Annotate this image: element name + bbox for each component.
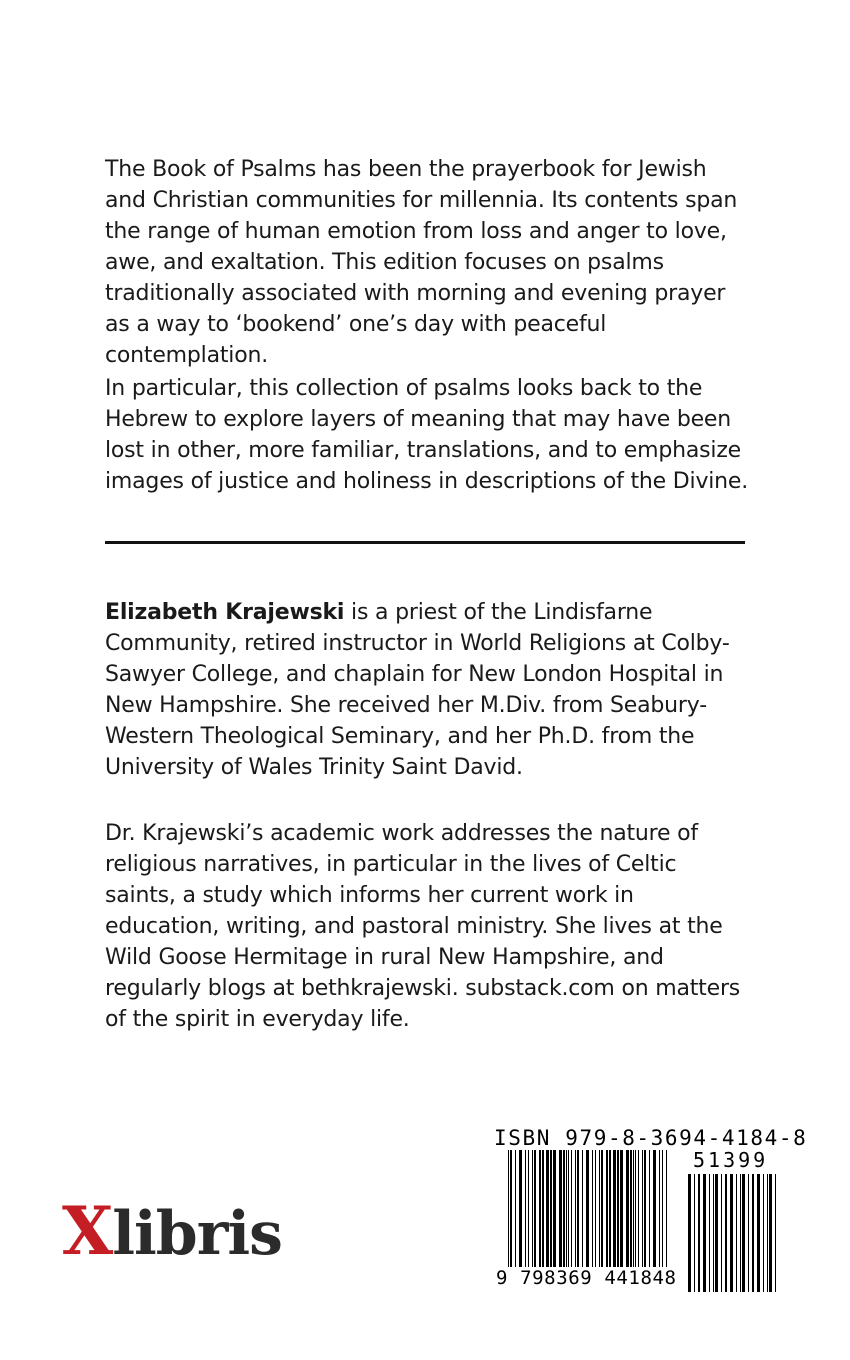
barcode-bar xyxy=(550,1150,552,1268)
addon-bar xyxy=(730,1174,733,1292)
barcode-bar xyxy=(559,1150,562,1268)
addon-bar xyxy=(694,1174,695,1292)
addon-bar xyxy=(725,1174,727,1292)
addon-bar xyxy=(703,1174,706,1292)
barcode-bar xyxy=(666,1150,667,1278)
addon-bar xyxy=(742,1174,745,1292)
section-divider xyxy=(105,541,745,544)
logo-wordmark: libris xyxy=(112,1199,282,1269)
barcode-bar xyxy=(635,1150,636,1268)
barcode-bar xyxy=(659,1150,660,1268)
barcode-bar xyxy=(519,1150,522,1268)
author-bio-text: is a priest of the Lindisfarne Community, retired instructor in World Religions at Colby-Sawyer College, and chaplain for New London Hospital in New Hampshire. She received her M.Div. from Seabury-Western Theological Seminary, and her Ph.D. from the University of Wales Trinity Saint David. xyxy=(105,600,730,780)
addon-bar xyxy=(757,1174,760,1292)
barcode-bar xyxy=(662,1150,663,1268)
addon-bar xyxy=(775,1174,776,1292)
blurb-paragraph-1: The Book of Psalms has been the prayerbook for Jewish and Christian communities for millennia. Its contents span the range of human emotion from loss and anger to love, awe, and exaltation. This edition focuses on psalms traditionally associated with morning and evening prayer as a way to ‘bookend’ one’s day with peaceful contemplation. xyxy=(105,157,738,368)
barcode-bar xyxy=(592,1150,593,1268)
addon-bar xyxy=(698,1174,700,1292)
addon-bar xyxy=(769,1174,772,1292)
barcode-bar xyxy=(626,1150,629,1268)
barcode-bar xyxy=(617,1150,619,1268)
isbn-digits: 9 798369 441848 xyxy=(496,1267,677,1289)
barcode-bar xyxy=(613,1150,616,1268)
barcode-bar xyxy=(534,1150,536,1268)
barcode-bar xyxy=(553,1150,556,1268)
isbn-barcode-block xyxy=(490,1126,808,1296)
addon-bar xyxy=(736,1174,737,1292)
addon-bar xyxy=(740,1174,741,1292)
barcode-bar xyxy=(649,1150,650,1268)
addon-bar xyxy=(688,1174,691,1292)
isbn-label: ISBN 979-8-3694-4184-8 xyxy=(494,1126,808,1150)
author-bio-paragraph-2: Dr. Krajewski’s academic work addresses the nature of religious narratives, in particular in the lives of Celtic saints, a study which informs her current work in education, writing, and pastoral ministry. She lives at the Wild Goose Hermitage in rural New Hampshire, and regularly blogs at bethkrajewski. substack.com on matters of the spirit in everyday life. xyxy=(105,821,741,1032)
barcode-bar xyxy=(601,1150,603,1268)
barcode-bar xyxy=(532,1150,533,1268)
barcode-bar xyxy=(653,1150,656,1268)
logo-initial: X xyxy=(62,1192,113,1270)
addon-bar xyxy=(709,1174,710,1292)
barcode-bar xyxy=(620,1150,623,1268)
barcode-bar xyxy=(542,1150,544,1268)
barcode-bar xyxy=(546,1150,549,1268)
barcode-bar xyxy=(633,1150,634,1268)
barcode-bar xyxy=(595,1150,596,1268)
barcode-bar xyxy=(575,1150,576,1268)
blurb-paragraph-2: In particular, this collection of psalms looks back to the Hebrew to explore layers of meaning that may have been lost in other, more familiar, translations, and to emphasize images of justice and holiness in descriptions of the Divine. xyxy=(105,376,749,494)
barcode-bar xyxy=(525,1150,526,1268)
author-bio-paragraph-1 xyxy=(105,597,750,783)
barcode-bar xyxy=(642,1150,643,1268)
price-code: 51399 xyxy=(693,1148,769,1172)
barcode-bar xyxy=(563,1150,565,1268)
barcode-bar xyxy=(571,1150,572,1268)
barcode-bar xyxy=(644,1150,646,1268)
barcode-bar xyxy=(582,1150,583,1268)
barcode-bar xyxy=(515,1150,516,1268)
barcode-bar xyxy=(510,1150,512,1278)
barcode-bar xyxy=(586,1150,589,1268)
barcode-bar xyxy=(539,1150,541,1268)
barcode-bar xyxy=(638,1150,639,1268)
barcode-bar xyxy=(528,1150,529,1268)
addon-bar xyxy=(721,1174,722,1292)
addon-bar xyxy=(713,1174,714,1292)
barcode-bar xyxy=(630,1150,632,1268)
author-name: Elizabeth Krajewski xyxy=(105,600,345,625)
addon-bar xyxy=(767,1174,768,1292)
addon-bar xyxy=(715,1174,718,1292)
addon-bar xyxy=(763,1174,764,1292)
barcode-bar xyxy=(508,1150,509,1278)
barcode-bar xyxy=(577,1150,579,1268)
publisher-logo xyxy=(62,1192,282,1270)
addon-bar xyxy=(752,1174,754,1292)
barcode-bar xyxy=(609,1150,611,1268)
barcode-bar xyxy=(568,1150,569,1268)
addon-bar xyxy=(748,1174,749,1292)
barcode-bar xyxy=(599,1150,600,1268)
barcode-bar xyxy=(566,1150,567,1268)
barcode-bar xyxy=(606,1150,608,1268)
